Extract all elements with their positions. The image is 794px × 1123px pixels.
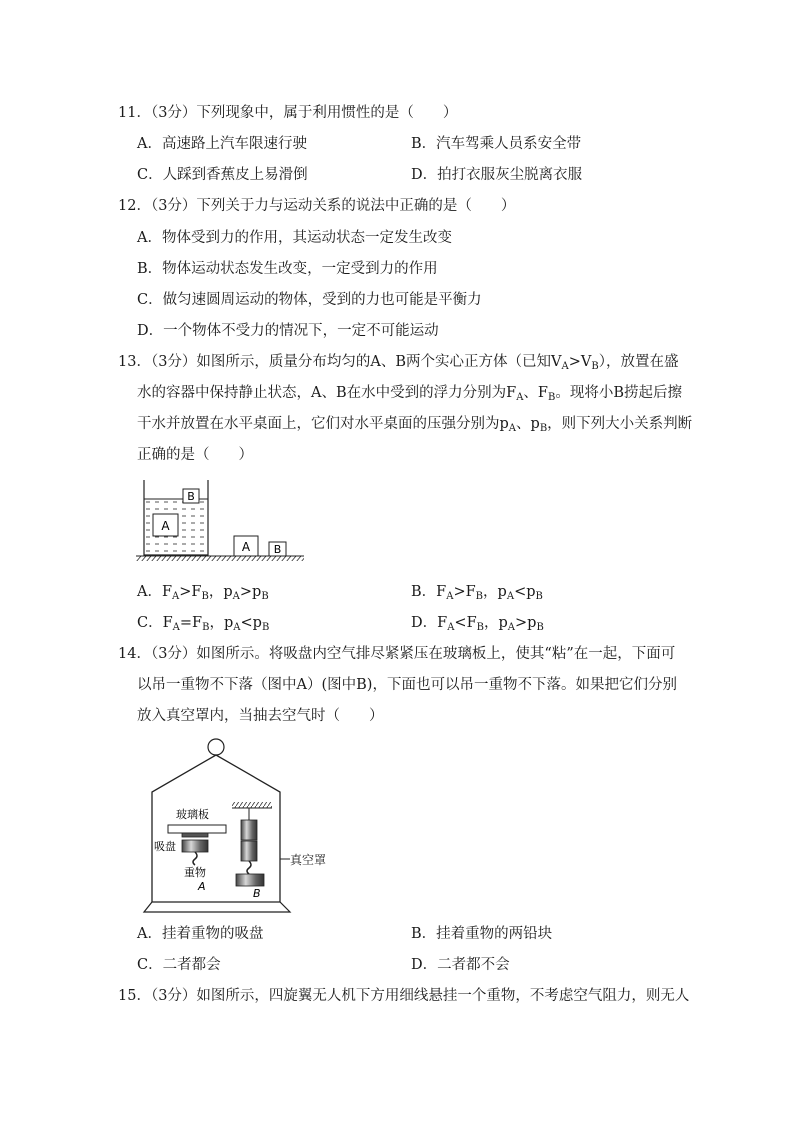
q11-option-a[interactable]: A．高速路上汽车限速行驶 (137, 136, 307, 152)
question-14-stem-line-2: 以吊一重物不下落（图中A）(图中B)，下面也可以吊一重物不下落。如果把它们分别 (137, 677, 677, 693)
hook-b (247, 861, 251, 874)
block-a-label: A (161, 519, 170, 533)
q12-option-d[interactable]: D．一个物体不受力的情况下，一定不可能运动 (137, 323, 439, 339)
lead-block-upper (241, 820, 257, 840)
q12-option-a[interactable]: A．物体受到力的作用，其运动状态一定发生改变 (137, 230, 452, 246)
glass-plate (168, 825, 226, 833)
q12-option-c[interactable]: C．做匀速圆周运动的物体，受到的力也可能是平衡力 (137, 292, 482, 308)
q11-option-d[interactable]: D．拍打衣服灰尘脱离衣服 (411, 167, 583, 183)
hook-a (193, 852, 197, 865)
q12-option-b[interactable]: B．物体运动状态发生改变，一定受到力的作用 (137, 261, 438, 277)
figure-b-label: B (253, 887, 261, 900)
q14-figure-vacuum-jar (140, 734, 300, 916)
weight-a-top (182, 840, 208, 852)
question-12-stem: 12．（3分）下列关于力与运动关系的说法中正确的是（ ） (118, 198, 516, 214)
question-14-stem-line-3: 放入真空罩内，当抽去空气时（ ） (137, 708, 384, 724)
weight-b (236, 874, 264, 886)
q11-option-b[interactable]: B．汽车驾乘人员系安全带 (411, 136, 582, 152)
q13-option-a[interactable]: A．$F_A>F_B$，$p_A>p_B$ (137, 584, 269, 602)
q13-option-c[interactable]: C．$F_A=F_B$，$p_A<p_B$ (137, 615, 270, 633)
q13-option-b[interactable]: B．$F_A>F_B$，$p_A<p_B$ (411, 584, 543, 602)
q13-option-d[interactable]: D．$F_A<F_B$，$p_A>p_B$ (411, 615, 544, 633)
q11-option-c[interactable]: C．人踩到香蕉皮上易滑倒 (137, 167, 308, 183)
question-13-stem-line-3: 干水并放置在水平桌面上，它们对水平桌面的压强分别为$p_A$、$p_B$，则下列大小关系判断 (137, 416, 693, 434)
q14-option-b[interactable]: B．挂着重物的两铅块 (411, 926, 553, 942)
q14-option-d[interactable]: D．二者都不会 (411, 957, 510, 973)
vacuum-jar-label: 真空罩 (290, 853, 327, 867)
question-13-stem-line-1: 13．（3分）如图所示，质量分布均匀的A、B两个实心正方体（已知$V_A>V_B$），放置在盛 (118, 354, 679, 372)
table-block-a-label: A (241, 540, 251, 554)
glass-plate-label: 玻璃板 (176, 808, 209, 821)
table-hatch (136, 556, 304, 561)
question-15-stem: 15．（3分）如图所示，四旋翼无人机下方用细线悬挂一个重物，不考虑空气阻力，则无人 (118, 988, 690, 1004)
table-block-b-label: B (273, 543, 282, 556)
figure-a-label: A (198, 880, 206, 893)
lead-block-lower (241, 841, 257, 861)
question-13-stem-line-4: 正确的是（ ） (137, 447, 253, 463)
suction-cup (182, 833, 208, 837)
suction-cup-label: 吸盘 (154, 840, 176, 853)
question-11-stem: 11．（3分）下列现象中，属于利用惯性的是（ ） (118, 105, 458, 121)
ceiling-hatch (232, 802, 272, 808)
q13-figure-container-blocks (136, 478, 306, 563)
question-13-stem-line-2: 水的容器中保持静止状态，A、B在水中受到的浮力分别为$F_A$、$F_B$。现将小B捞起后擦 (137, 385, 682, 403)
jar-ring-handle (208, 739, 224, 755)
jar-base (144, 902, 290, 912)
q14-option-c[interactable]: C．二者都会 (137, 957, 221, 973)
q14-option-a[interactable]: A．挂着重物的吸盘 (137, 926, 264, 942)
question-14-stem-line-1: 14．（3分）如图所示。将吸盘内空气排尽紧紧压在玻璃板上，使其“粘”在一起，下面可 (118, 646, 676, 662)
block-b-label: B (187, 490, 195, 503)
weight-label: 重物 (184, 866, 206, 879)
